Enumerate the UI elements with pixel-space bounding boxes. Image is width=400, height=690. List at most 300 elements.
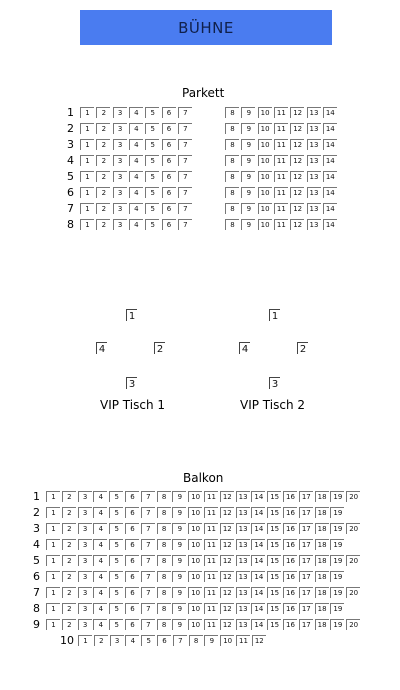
- parkett-seat[interactable]: 8: [225, 219, 239, 230]
- parkett-seat[interactable]: 7: [178, 107, 192, 118]
- balkon-seat[interactable]: 12: [220, 571, 234, 582]
- parkett-seat[interactable]: 5: [145, 171, 159, 182]
- balkon-seat[interactable]: 1: [46, 539, 60, 550]
- balkon-seat[interactable]: 14: [251, 539, 265, 550]
- balkon-seat[interactable]: 10: [188, 555, 202, 566]
- balkon-seat[interactable]: 5: [141, 635, 155, 646]
- parkett-seat[interactable]: 4: [129, 187, 143, 198]
- balkon-seat[interactable]: 9: [172, 539, 186, 550]
- balkon-seat[interactable]: 18: [315, 539, 329, 550]
- balkon-seat[interactable]: 15: [267, 555, 281, 566]
- parkett-seat[interactable]: 14: [323, 171, 337, 182]
- parkett-seat[interactable]: 11: [274, 187, 288, 198]
- balkon-seat[interactable]: 6: [125, 507, 139, 518]
- balkon-seat[interactable]: 3: [78, 555, 92, 566]
- balkon-seat[interactable]: 20: [346, 523, 360, 534]
- balkon-seat[interactable]: 11: [204, 619, 218, 630]
- parkett-seat[interactable]: 10: [258, 107, 272, 118]
- balkon-seat[interactable]: 4: [93, 539, 107, 550]
- balkon-seat[interactable]: 11: [204, 555, 218, 566]
- balkon-seat[interactable]: 15: [267, 507, 281, 518]
- parkett-seat[interactable]: 9: [241, 107, 255, 118]
- balkon-seat[interactable]: 3: [78, 619, 92, 630]
- parkett-seat[interactable]: 1: [80, 155, 94, 166]
- balkon-seat[interactable]: 19: [330, 587, 344, 598]
- balkon-seat[interactable]: 1: [46, 555, 60, 566]
- parkett-seat[interactable]: 10: [258, 203, 272, 214]
- balkon-seat[interactable]: 3: [110, 635, 124, 646]
- balkon-seat[interactable]: 1: [46, 507, 60, 518]
- balkon-seat[interactable]: 6: [125, 571, 139, 582]
- balkon-seat[interactable]: 9: [172, 491, 186, 502]
- balkon-seat[interactable]: 7: [141, 507, 155, 518]
- balkon-seat[interactable]: 8: [157, 555, 171, 566]
- vip-seat[interactable]: 4: [96, 342, 107, 354]
- parkett-seat[interactable]: 12: [290, 187, 304, 198]
- balkon-seat[interactable]: 12: [220, 507, 234, 518]
- balkon-seat[interactable]: 1: [46, 491, 60, 502]
- balkon-seat[interactable]: 11: [204, 603, 218, 614]
- balkon-seat[interactable]: 18: [315, 507, 329, 518]
- parkett-seat[interactable]: 10: [258, 187, 272, 198]
- balkon-seat[interactable]: 5: [109, 619, 123, 630]
- vip-seat[interactable]: 2: [297, 342, 308, 354]
- balkon-seat[interactable]: 4: [93, 507, 107, 518]
- balkon-seat[interactable]: 2: [62, 603, 76, 614]
- parkett-seat[interactable]: 5: [145, 187, 159, 198]
- parkett-seat[interactable]: 5: [145, 219, 159, 230]
- parkett-seat[interactable]: 7: [178, 171, 192, 182]
- balkon-seat[interactable]: 10: [188, 587, 202, 598]
- balkon-seat[interactable]: 14: [251, 587, 265, 598]
- balkon-seat[interactable]: 6: [125, 619, 139, 630]
- parkett-seat[interactable]: 3: [113, 139, 127, 150]
- parkett-seat[interactable]: 3: [113, 155, 127, 166]
- parkett-seat[interactable]: 3: [113, 219, 127, 230]
- balkon-seat[interactable]: 9: [172, 587, 186, 598]
- balkon-seat[interactable]: 1: [46, 619, 60, 630]
- balkon-seat[interactable]: 17: [299, 539, 313, 550]
- balkon-seat[interactable]: 3: [78, 571, 92, 582]
- parkett-seat[interactable]: 4: [129, 171, 143, 182]
- balkon-seat[interactable]: 4: [93, 603, 107, 614]
- parkett-seat[interactable]: 2: [96, 155, 110, 166]
- parkett-seat[interactable]: 2: [96, 203, 110, 214]
- balkon-seat[interactable]: 14: [251, 491, 265, 502]
- parkett-seat[interactable]: 1: [80, 107, 94, 118]
- balkon-seat[interactable]: 14: [251, 555, 265, 566]
- balkon-seat[interactable]: 5: [109, 571, 123, 582]
- parkett-seat[interactable]: 8: [225, 123, 239, 134]
- balkon-seat[interactable]: 17: [299, 523, 313, 534]
- balkon-seat[interactable]: 18: [315, 587, 329, 598]
- balkon-seat[interactable]: 3: [78, 587, 92, 598]
- balkon-seat[interactable]: 14: [251, 507, 265, 518]
- balkon-seat[interactable]: 2: [62, 619, 76, 630]
- parkett-seat[interactable]: 4: [129, 219, 143, 230]
- parkett-seat[interactable]: 2: [96, 187, 110, 198]
- parkett-seat[interactable]: 12: [290, 139, 304, 150]
- balkon-seat[interactable]: 17: [299, 507, 313, 518]
- balkon-seat[interactable]: 16: [283, 587, 297, 598]
- balkon-seat[interactable]: 1: [46, 587, 60, 598]
- balkon-seat[interactable]: 15: [267, 619, 281, 630]
- balkon-seat[interactable]: 8: [189, 635, 203, 646]
- balkon-seat[interactable]: 7: [141, 619, 155, 630]
- balkon-seat[interactable]: 4: [93, 619, 107, 630]
- balkon-seat[interactable]: 3: [78, 491, 92, 502]
- parkett-seat[interactable]: 7: [178, 123, 192, 134]
- balkon-seat[interactable]: 12: [220, 523, 234, 534]
- parkett-seat[interactable]: 9: [241, 123, 255, 134]
- balkon-seat[interactable]: 6: [125, 523, 139, 534]
- parkett-seat[interactable]: 10: [258, 123, 272, 134]
- parkett-seat[interactable]: 5: [145, 203, 159, 214]
- balkon-seat[interactable]: 6: [125, 491, 139, 502]
- balkon-seat[interactable]: 6: [125, 603, 139, 614]
- balkon-seat[interactable]: 13: [236, 539, 250, 550]
- balkon-seat[interactable]: 7: [141, 555, 155, 566]
- balkon-seat[interactable]: 10: [220, 635, 234, 646]
- balkon-seat[interactable]: 5: [109, 491, 123, 502]
- parkett-seat[interactable]: 11: [274, 123, 288, 134]
- balkon-seat[interactable]: 19: [330, 507, 344, 518]
- balkon-seat[interactable]: 5: [109, 539, 123, 550]
- balkon-seat[interactable]: 15: [267, 587, 281, 598]
- balkon-seat[interactable]: 2: [62, 555, 76, 566]
- balkon-seat[interactable]: 17: [299, 587, 313, 598]
- balkon-seat[interactable]: 12: [220, 491, 234, 502]
- balkon-seat[interactable]: 19: [330, 555, 344, 566]
- balkon-seat[interactable]: 17: [299, 603, 313, 614]
- parkett-seat[interactable]: 7: [178, 203, 192, 214]
- parkett-seat[interactable]: 13: [307, 171, 321, 182]
- parkett-seat[interactable]: 6: [162, 219, 176, 230]
- balkon-seat[interactable]: 19: [330, 491, 344, 502]
- balkon-seat[interactable]: 3: [78, 523, 92, 534]
- balkon-seat[interactable]: 13: [236, 571, 250, 582]
- parkett-seat[interactable]: 7: [178, 139, 192, 150]
- parkett-seat[interactable]: 14: [323, 107, 337, 118]
- parkett-seat[interactable]: 7: [178, 219, 192, 230]
- balkon-seat[interactable]: 15: [267, 491, 281, 502]
- balkon-seat[interactable]: 14: [251, 619, 265, 630]
- parkett-seat[interactable]: 1: [80, 123, 94, 134]
- balkon-seat[interactable]: 16: [283, 507, 297, 518]
- balkon-seat[interactable]: 12: [220, 603, 234, 614]
- parkett-seat[interactable]: 5: [145, 155, 159, 166]
- parkett-seat[interactable]: 11: [274, 155, 288, 166]
- balkon-seat[interactable]: 9: [204, 635, 218, 646]
- balkon-seat[interactable]: 14: [251, 571, 265, 582]
- balkon-seat[interactable]: 6: [125, 587, 139, 598]
- balkon-seat[interactable]: 8: [157, 619, 171, 630]
- balkon-seat[interactable]: 1: [46, 603, 60, 614]
- parkett-seat[interactable]: 14: [323, 219, 337, 230]
- parkett-seat[interactable]: 6: [162, 139, 176, 150]
- balkon-seat[interactable]: 9: [172, 555, 186, 566]
- vip-seat[interactable]: 4: [239, 342, 250, 354]
- balkon-seat[interactable]: 3: [78, 539, 92, 550]
- balkon-seat[interactable]: 10: [188, 571, 202, 582]
- parkett-seat[interactable]: 13: [307, 219, 321, 230]
- vip-seat[interactable]: 3: [269, 377, 280, 389]
- balkon-seat[interactable]: 5: [109, 555, 123, 566]
- parkett-seat[interactable]: 8: [225, 139, 239, 150]
- parkett-seat[interactable]: 5: [145, 139, 159, 150]
- balkon-seat[interactable]: 19: [330, 539, 344, 550]
- vip-seat[interactable]: 1: [269, 309, 280, 321]
- balkon-seat[interactable]: 18: [315, 555, 329, 566]
- parkett-seat[interactable]: 4: [129, 203, 143, 214]
- balkon-seat[interactable]: 10: [188, 507, 202, 518]
- balkon-seat[interactable]: 2: [62, 491, 76, 502]
- balkon-seat[interactable]: 9: [172, 507, 186, 518]
- balkon-seat[interactable]: 11: [204, 571, 218, 582]
- balkon-seat[interactable]: 8: [157, 507, 171, 518]
- parkett-seat[interactable]: 13: [307, 123, 321, 134]
- balkon-seat[interactable]: 10: [188, 603, 202, 614]
- parkett-seat[interactable]: 4: [129, 123, 143, 134]
- parkett-seat[interactable]: 3: [113, 187, 127, 198]
- vip-seat[interactable]: 2: [154, 342, 165, 354]
- balkon-seat[interactable]: 19: [330, 523, 344, 534]
- balkon-seat[interactable]: 3: [78, 507, 92, 518]
- balkon-seat[interactable]: 2: [62, 539, 76, 550]
- parkett-seat[interactable]: 10: [258, 139, 272, 150]
- balkon-seat[interactable]: 1: [78, 635, 92, 646]
- balkon-seat[interactable]: 6: [125, 539, 139, 550]
- balkon-seat[interactable]: 2: [94, 635, 108, 646]
- parkett-seat[interactable]: 6: [162, 155, 176, 166]
- balkon-seat[interactable]: 16: [283, 523, 297, 534]
- balkon-seat[interactable]: 11: [204, 539, 218, 550]
- parkett-seat[interactable]: 11: [274, 107, 288, 118]
- parkett-seat[interactable]: 4: [129, 107, 143, 118]
- balkon-seat[interactable]: 17: [299, 571, 313, 582]
- parkett-seat[interactable]: 1: [80, 187, 94, 198]
- balkon-seat[interactable]: 10: [188, 539, 202, 550]
- balkon-seat[interactable]: 4: [125, 635, 139, 646]
- balkon-seat[interactable]: 16: [283, 539, 297, 550]
- balkon-seat[interactable]: 18: [315, 491, 329, 502]
- balkon-seat[interactable]: 8: [157, 587, 171, 598]
- balkon-seat[interactable]: 4: [93, 555, 107, 566]
- parkett-seat[interactable]: 1: [80, 171, 94, 182]
- parkett-seat[interactable]: 3: [113, 107, 127, 118]
- parkett-seat[interactable]: 7: [178, 155, 192, 166]
- parkett-seat[interactable]: 9: [241, 203, 255, 214]
- balkon-seat[interactable]: 18: [315, 523, 329, 534]
- balkon-seat[interactable]: 18: [315, 619, 329, 630]
- parkett-seat[interactable]: 14: [323, 187, 337, 198]
- parkett-seat[interactable]: 9: [241, 187, 255, 198]
- balkon-seat[interactable]: 19: [330, 619, 344, 630]
- balkon-seat[interactable]: 19: [330, 603, 344, 614]
- balkon-seat[interactable]: 14: [251, 603, 265, 614]
- parkett-seat[interactable]: 6: [162, 187, 176, 198]
- parkett-seat[interactable]: 8: [225, 171, 239, 182]
- parkett-seat[interactable]: 2: [96, 107, 110, 118]
- parkett-seat[interactable]: 8: [225, 187, 239, 198]
- parkett-seat[interactable]: 8: [225, 107, 239, 118]
- balkon-seat[interactable]: 8: [157, 539, 171, 550]
- balkon-seat[interactable]: 7: [141, 587, 155, 598]
- balkon-seat[interactable]: 11: [236, 635, 250, 646]
- parkett-seat[interactable]: 14: [323, 123, 337, 134]
- balkon-seat[interactable]: 7: [173, 635, 187, 646]
- balkon-seat[interactable]: 9: [172, 603, 186, 614]
- balkon-seat[interactable]: 15: [267, 539, 281, 550]
- balkon-seat[interactable]: 15: [267, 603, 281, 614]
- balkon-seat[interactable]: 3: [78, 603, 92, 614]
- parkett-seat[interactable]: 11: [274, 139, 288, 150]
- parkett-seat[interactable]: 2: [96, 219, 110, 230]
- balkon-seat[interactable]: 11: [204, 587, 218, 598]
- parkett-seat[interactable]: 7: [178, 187, 192, 198]
- balkon-seat[interactable]: 5: [109, 603, 123, 614]
- parkett-seat[interactable]: 11: [274, 203, 288, 214]
- balkon-seat[interactable]: 13: [236, 491, 250, 502]
- parkett-seat[interactable]: 6: [162, 171, 176, 182]
- balkon-seat[interactable]: 16: [283, 603, 297, 614]
- balkon-seat[interactable]: 1: [46, 523, 60, 534]
- parkett-seat[interactable]: 12: [290, 171, 304, 182]
- balkon-seat[interactable]: 12: [220, 587, 234, 598]
- balkon-seat[interactable]: 2: [62, 523, 76, 534]
- parkett-seat[interactable]: 12: [290, 123, 304, 134]
- parkett-seat[interactable]: 3: [113, 203, 127, 214]
- balkon-seat[interactable]: 11: [204, 507, 218, 518]
- parkett-seat[interactable]: 12: [290, 219, 304, 230]
- balkon-seat[interactable]: 20: [346, 491, 360, 502]
- balkon-seat[interactable]: 10: [188, 523, 202, 534]
- balkon-seat[interactable]: 16: [283, 571, 297, 582]
- parkett-seat[interactable]: 8: [225, 155, 239, 166]
- balkon-seat[interactable]: 12: [220, 539, 234, 550]
- balkon-seat[interactable]: 6: [125, 555, 139, 566]
- parkett-seat[interactable]: 6: [162, 123, 176, 134]
- vip-seat[interactable]: 3: [126, 377, 137, 389]
- balkon-seat[interactable]: 13: [236, 603, 250, 614]
- balkon-seat[interactable]: 18: [315, 571, 329, 582]
- parkett-seat[interactable]: 5: [145, 123, 159, 134]
- parkett-seat[interactable]: 4: [129, 155, 143, 166]
- parkett-seat[interactable]: 13: [307, 139, 321, 150]
- balkon-seat[interactable]: 7: [141, 571, 155, 582]
- parkett-seat[interactable]: 10: [258, 171, 272, 182]
- vip-seat[interactable]: 1: [126, 309, 137, 321]
- balkon-seat[interactable]: 13: [236, 555, 250, 566]
- parkett-seat[interactable]: 2: [96, 171, 110, 182]
- parkett-seat[interactable]: 10: [258, 219, 272, 230]
- balkon-seat[interactable]: 12: [252, 635, 266, 646]
- balkon-seat[interactable]: 15: [267, 523, 281, 534]
- balkon-seat[interactable]: 20: [346, 619, 360, 630]
- balkon-seat[interactable]: 9: [172, 523, 186, 534]
- balkon-seat[interactable]: 6: [157, 635, 171, 646]
- balkon-seat[interactable]: 8: [157, 523, 171, 534]
- parkett-seat[interactable]: 14: [323, 203, 337, 214]
- parkett-seat[interactable]: 1: [80, 203, 94, 214]
- balkon-seat[interactable]: 10: [188, 619, 202, 630]
- parkett-seat[interactable]: 8: [225, 203, 239, 214]
- balkon-seat[interactable]: 19: [330, 571, 344, 582]
- parkett-seat[interactable]: 3: [113, 123, 127, 134]
- balkon-seat[interactable]: 13: [236, 619, 250, 630]
- balkon-seat[interactable]: 11: [204, 491, 218, 502]
- balkon-seat[interactable]: 17: [299, 491, 313, 502]
- balkon-seat[interactable]: 9: [172, 619, 186, 630]
- parkett-seat[interactable]: 9: [241, 219, 255, 230]
- parkett-seat[interactable]: 5: [145, 107, 159, 118]
- balkon-seat[interactable]: 16: [283, 619, 297, 630]
- balkon-seat[interactable]: 2: [62, 507, 76, 518]
- balkon-seat[interactable]: 8: [157, 603, 171, 614]
- parkett-seat[interactable]: 2: [96, 123, 110, 134]
- parkett-seat[interactable]: 13: [307, 203, 321, 214]
- parkett-seat[interactable]: 12: [290, 203, 304, 214]
- balkon-seat[interactable]: 16: [283, 555, 297, 566]
- parkett-seat[interactable]: 3: [113, 171, 127, 182]
- parkett-seat[interactable]: 9: [241, 139, 255, 150]
- balkon-seat[interactable]: 20: [346, 555, 360, 566]
- balkon-seat[interactable]: 5: [109, 507, 123, 518]
- parkett-seat[interactable]: 11: [274, 219, 288, 230]
- balkon-seat[interactable]: 9: [172, 571, 186, 582]
- balkon-seat[interactable]: 4: [93, 491, 107, 502]
- balkon-seat[interactable]: 5: [109, 523, 123, 534]
- parkett-seat[interactable]: 10: [258, 155, 272, 166]
- parkett-seat[interactable]: 13: [307, 107, 321, 118]
- balkon-seat[interactable]: 2: [62, 571, 76, 582]
- balkon-seat[interactable]: 18: [315, 603, 329, 614]
- parkett-seat[interactable]: 4: [129, 139, 143, 150]
- balkon-seat[interactable]: 17: [299, 555, 313, 566]
- balkon-seat[interactable]: 4: [93, 571, 107, 582]
- parkett-seat[interactable]: 12: [290, 155, 304, 166]
- parkett-seat[interactable]: 9: [241, 155, 255, 166]
- parkett-seat[interactable]: 13: [307, 155, 321, 166]
- balkon-seat[interactable]: 12: [220, 555, 234, 566]
- balkon-seat[interactable]: 4: [93, 523, 107, 534]
- balkon-seat[interactable]: 17: [299, 619, 313, 630]
- balkon-seat[interactable]: 20: [346, 587, 360, 598]
- parkett-seat[interactable]: 6: [162, 107, 176, 118]
- balkon-seat[interactable]: 13: [236, 507, 250, 518]
- balkon-seat[interactable]: 16: [283, 491, 297, 502]
- parkett-seat[interactable]: 2: [96, 139, 110, 150]
- parkett-seat[interactable]: 1: [80, 219, 94, 230]
- balkon-seat[interactable]: 10: [188, 491, 202, 502]
- balkon-seat[interactable]: 2: [62, 587, 76, 598]
- balkon-seat[interactable]: 5: [109, 587, 123, 598]
- balkon-seat[interactable]: 8: [157, 571, 171, 582]
- parkett-seat[interactable]: 9: [241, 171, 255, 182]
- balkon-seat[interactable]: 8: [157, 491, 171, 502]
- parkett-seat[interactable]: 6: [162, 203, 176, 214]
- balkon-seat[interactable]: 7: [141, 603, 155, 614]
- parkett-seat[interactable]: 14: [323, 155, 337, 166]
- balkon-seat[interactable]: 7: [141, 523, 155, 534]
- balkon-seat[interactable]: 14: [251, 523, 265, 534]
- balkon-seat[interactable]: 7: [141, 491, 155, 502]
- balkon-seat[interactable]: 15: [267, 571, 281, 582]
- balkon-seat[interactable]: 11: [204, 523, 218, 534]
- parkett-seat[interactable]: 12: [290, 107, 304, 118]
- parkett-seat[interactable]: 11: [274, 171, 288, 182]
- balkon-seat[interactable]: 4: [93, 587, 107, 598]
